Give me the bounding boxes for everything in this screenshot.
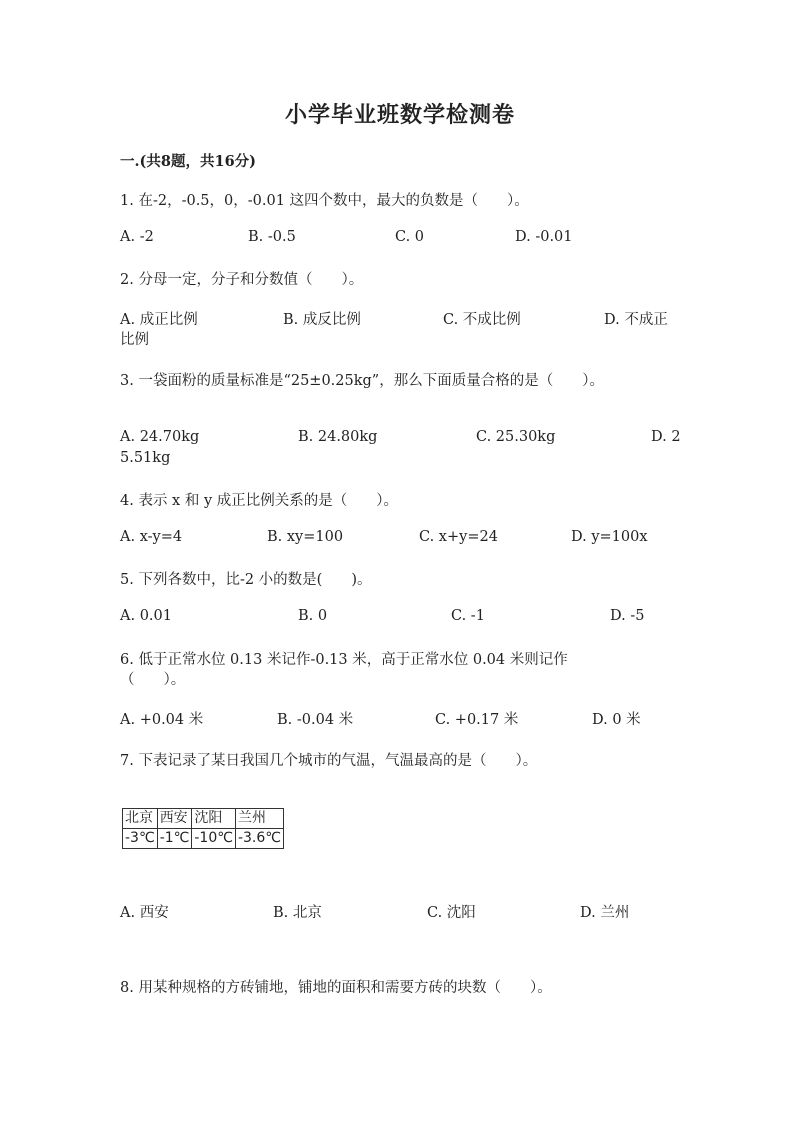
table-cell-city: 沈阳 [192,809,236,829]
q6-option-d: D. 0 米 [592,712,641,728]
page-title: 小学毕业班数学检测卷 [284,102,515,128]
q5-option-a: A. 0.01 [120,608,172,624]
question-4: 4. 表示 x 和 y 成正比例关系的是（ ）。 [120,493,398,509]
q2-option-a: A. 成正比例 [120,312,198,328]
q3-option-d-wrap: 5.51kg [120,450,171,466]
question-6: 6. 低于正常水位 0.13 米记作-0.13 米，高于正常水位 0.04 米则记作 [120,652,568,668]
section-heading: 一.(共8题，共16分) [120,153,257,170]
q1-option-a: A. -2 [120,229,154,245]
q7-option-a: A. 西安 [120,905,169,921]
q6-option-b: B. -0.04 米 [277,712,354,728]
question-6-wrap: （ ）。 [120,672,186,688]
question-7: 7. 下表记录了某日我国几个城市的气温，气温最高的是（ ）。 [120,753,538,769]
q2-option-b: B. 成反比例 [283,312,361,328]
table-cell-temp: -3.6℃ [235,829,283,849]
table-row-temps [123,829,284,849]
q3-option-d: D. 2 [651,429,681,445]
q6-option-a: A. +0.04 米 [120,712,204,728]
q1-option-d: D. -0.01 [515,229,573,245]
q2-option-d: D. 不成正 [604,312,668,328]
q7-option-c: C. 沈阳 [427,905,476,921]
q2-option-d-wrap: 比例 [120,332,149,348]
q4-option-c: C. x+y=24 [419,529,498,545]
q3-option-a: A. 24.70kg [120,429,200,445]
q4-option-d: D. y=100x [571,529,648,545]
q1-option-b: B. -0.5 [248,229,296,245]
q4-option-b: B. xy=100 [267,529,344,545]
q7-option-d: D. 兰州 [580,905,630,921]
q4-option-a: A. x-y=4 [120,529,183,545]
q6-option-c: C. +0.17 米 [435,712,519,728]
table-row-cities [123,809,284,829]
table-cell-city: 北京 [123,809,158,829]
table-cell-temp: -10℃ [192,829,236,849]
q5-option-c: C. -1 [451,608,485,624]
q1-option-c: C. 0 [395,229,425,245]
temperature-table [122,808,284,849]
q3-option-c: C. 25.30kg [476,429,556,445]
question-2: 2. 分母一定，分子和分数值（ ）。 [120,272,364,288]
q5-option-d: D. -5 [610,608,645,624]
question-3: 3. 一袋面粉的质量标准是“25±0.25kg”，那么下面质量合格的是（ ）。 [120,373,604,389]
table-cell-city: 兰州 [235,809,283,829]
table-cell-temp: -1℃ [157,829,192,849]
q7-option-b: B. 北京 [273,905,322,921]
question-5: 5. 下列各数中，比-2 小的数是( )。 [120,572,372,588]
table-cell-city: 西安 [157,809,192,829]
q3-option-b: B. 24.80kg [298,429,378,445]
table-cell-temp: -3℃ [123,829,158,849]
question-8: 8. 用某种规格的方砖铺地，铺地的面积和需要方砖的块数（ ）。 [120,980,552,996]
q5-option-b: B. 0 [298,608,328,624]
q2-option-c: C. 不成比例 [443,312,521,328]
question-1: 1. 在-2，-0.5，0，-0.01 这四个数中，最大的负数是（ ）。 [120,193,529,209]
